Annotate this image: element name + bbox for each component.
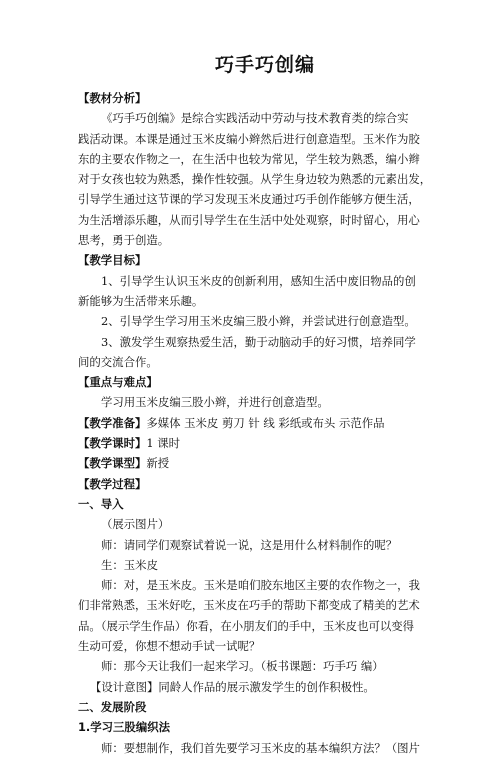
section-heading: 【教学目标】 bbox=[78, 253, 147, 268]
paragraph-line: 对于女孩也较为熟悉，操作性较强。从学生身边较为熟悉的元素出发， bbox=[78, 172, 432, 187]
paragraph-line: 3、激发学生观察热爱生活，勤于动脑动手的好习惯，培养同学 bbox=[101, 334, 416, 349]
paragraph-line: 《巧手巧创编》是综合实践活动中劳动与技术教育类的综合实 bbox=[101, 111, 409, 126]
section-heading: 【重点与难点】 bbox=[78, 375, 158, 390]
paragraph-line: 师：要想制作，我们首先要学习玉米皮的基本编织方法？（图片 bbox=[101, 740, 420, 755]
paragraph-line: 践活动课。本课是通过玉米皮编小辫然后进行创意造型。玉米作为胶 bbox=[78, 131, 420, 146]
document-page bbox=[78, 52, 432, 758]
paragraph-line: 师：那今天让我们一起来学习。（板书课题：巧手巧 编） bbox=[101, 659, 384, 674]
paragraph-line: 2、引导学生学习用玉米皮编三股小辫，并尝试进行创意造型。 bbox=[101, 314, 416, 329]
paragraph-line: （展示图片） bbox=[101, 517, 170, 532]
section-heading: 二、发展阶段 bbox=[78, 699, 147, 714]
paragraph-line: 师：请同学们观察试着说一说，这是用什么材料制作的呢？ bbox=[101, 537, 398, 552]
document-body bbox=[78, 88, 432, 758]
paragraph-line: 生动可爱，你想不想动手试一试呢？ bbox=[78, 639, 261, 654]
document-title: 巧手巧创编 bbox=[214, 54, 315, 76]
labeled-line bbox=[78, 413, 428, 433]
line-label: 【教学课型】 bbox=[78, 456, 147, 471]
section-heading: 一、导入 bbox=[78, 496, 124, 511]
paragraph-line: 品。（展示学生作品）你看，在小朋友们的手中，玉米皮也可以变得 bbox=[78, 618, 415, 633]
labeled-line bbox=[78, 453, 428, 473]
labeled-line bbox=[78, 433, 428, 453]
line-label: 【教学课时】 bbox=[78, 436, 147, 451]
paragraph-line: 们非常熟悉，玉米好吃，玉米皮在巧手的帮助下都变成了精美的艺术 bbox=[78, 598, 420, 613]
line-value: 多媒体 玉米皮 剪刀 针 线 彩纸或布头 示范作品 bbox=[146, 415, 385, 430]
paragraph-line: 学习用玉米皮编三股小辫，并进行创意造型。 bbox=[101, 395, 329, 410]
paragraph-line: 【设计意图】同龄人作品的展示激发学生的创作积极性。 bbox=[90, 679, 375, 694]
paragraph-line: 思考，勇于创造。 bbox=[78, 233, 170, 248]
paragraph-line: 间的交流合作。 bbox=[78, 354, 158, 369]
line-value: 新授 bbox=[146, 456, 170, 471]
paragraph-line: 生：玉米皮 bbox=[101, 557, 158, 572]
paragraph-line: 师：对，是玉米皮。玉米是咱们胶东地区主要的农作物之一，我 bbox=[101, 578, 420, 593]
paragraph-line: 新能够为生活带来乐趣。 bbox=[78, 293, 204, 308]
section-heading: 【教学过程】 bbox=[78, 476, 147, 491]
line-value: 1 课时 bbox=[146, 436, 181, 451]
paragraph-line: 1、引导学生认识玉米皮的创新利用，感知生活中废旧物品的创 bbox=[101, 273, 416, 288]
section-heading: 1.学习三股编织法 bbox=[78, 720, 170, 735]
line-label: 【教学准备】 bbox=[78, 415, 147, 430]
section-heading: 【教材分析】 bbox=[78, 91, 147, 105]
paragraph-line: 为生活增添乐趣，从而引导学生在生活中处处观察，时时留心，用心 bbox=[78, 212, 420, 227]
paragraph-line: 东的主要农作物之一，在生活中也较为常见，学生较为熟悉，编小辫 bbox=[78, 151, 420, 166]
paragraph-line: 引导学生通过这节课的学习发现玉米皮通过巧手创作能够方便生活， bbox=[78, 192, 420, 207]
